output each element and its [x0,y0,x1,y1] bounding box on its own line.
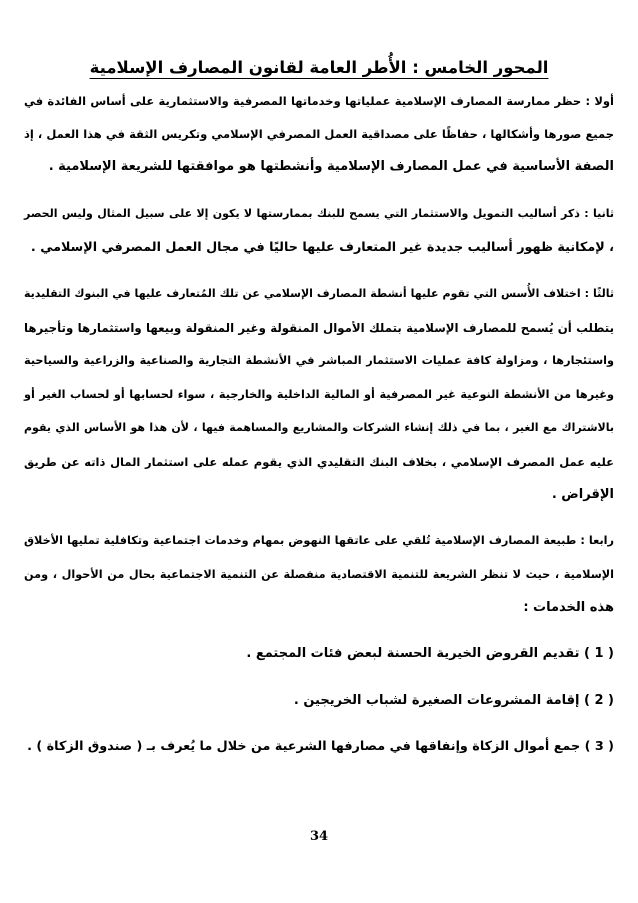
paragraph-3-line-2: يتطلب أن يُسمح للمصارف الإسلامية بتملك الأموال المنقولة وغير المنقولة وبيعها واستثمارها وتأجيرها [24,321,614,335]
paragraph-1-line-3: الصفة الأساسية في عمل المصارف الإسلامية وأنشطتها هو موافقتها للشريعة الإسلامية . [48,159,614,174]
paragraph-4-line-1: رابعا : طبيعة المصارف الإسلامية تُلقي على عاتقها النهوض بمهام وخدمات اجتماعية وتكافلية تمليها الأخلاق [24,534,614,547]
paragraph-3-line-3: واستئجارها ، ومزاولة كافة عمليات الاستثمار المباشر في الأنشطة التجارية والصناعية والزراعية والسياحية [24,354,614,367]
paragraph-3-line-7: الإقراض . [551,487,614,502]
paragraph-3-line-6: عليه عمل المصرف الإسلامي ، بخلاف البنك التقليدي الذي يقوم عمله على استثمار المال ذاته عن طريق [24,455,614,469]
paragraph-1-line-1: أولا : حظر ممارسة المصارف الإسلامية عملياتها وخدماتها المصرفية والاستثمارية على أساس الفائدة في [24,94,614,108]
paragraph-2-line-2: ، لإمكانية ظهور أساليب جديدة غير المتعارف عليها حاليًا في مجال العمل المصرفي الإسلامي . [30,240,614,255]
page-number: 34 [309,829,329,844]
paragraph-3-line-5: بالاشتراك مع الغير ، بما في ذلك إنشاء الشركات والمشاريع والمساهمة فيها ، لأن هذا هو الأساس الذي يقوم [24,421,614,434]
page-title: المحور الخامس : الأُطر العامة لقانون المصارف الإسلامية [89,58,549,77]
paragraph-4-line-2: الإسلامية ، حيث لا تنظر الشريعة للتنمية الاقتصادية منفصلة عن التنمية الاجتماعية بحال من الأحوال ، ومن [24,568,614,581]
list-item-3: ( 3 ) جمع أموال الزكاة وإنفاقها في مصارفها الشرعية من خلال ما يُعرف بـ ( صندوق الزكاة ) . [27,739,614,754]
paragraph-3-line-1: ثالثًا : اختلاف الأُسس التي تقوم عليها أنشطة المصارف الإسلامي عن تلك المُتعارف عليها في البنوك التقليدية [24,287,614,300]
list-item-1: ( 1 ) تقديم القروض الخيرية الحسنة لبعض فئات المجتمع . [246,646,614,661]
paragraph-2-line-1: ثانيا : ذكر أساليب التمويل والاستثمار التي يسمح للبنك بممارستها لا يكون إلا على سبيل المثال وليس الحصر [24,207,614,220]
paragraph-3-line-4: وغيرها من الأنشطة النوعية غير المصرفية أو المالية الداخلية والخارجية ، سواء لحسابها أو لحساب الغير أو [24,388,614,401]
paragraph-1-line-2: جميع صورها وأشكالها ، حفاظًا على مصداقية العمل المصرفي الإسلامي وتكريس الثقة في هذا العمل ، إذ [24,127,614,141]
paragraph-4-line-3: هذه الخدمات : [523,600,614,615]
list-item-2: ( 2 ) إقامة المشروعات الصغيرة لشباب الخريجين . [293,693,614,708]
